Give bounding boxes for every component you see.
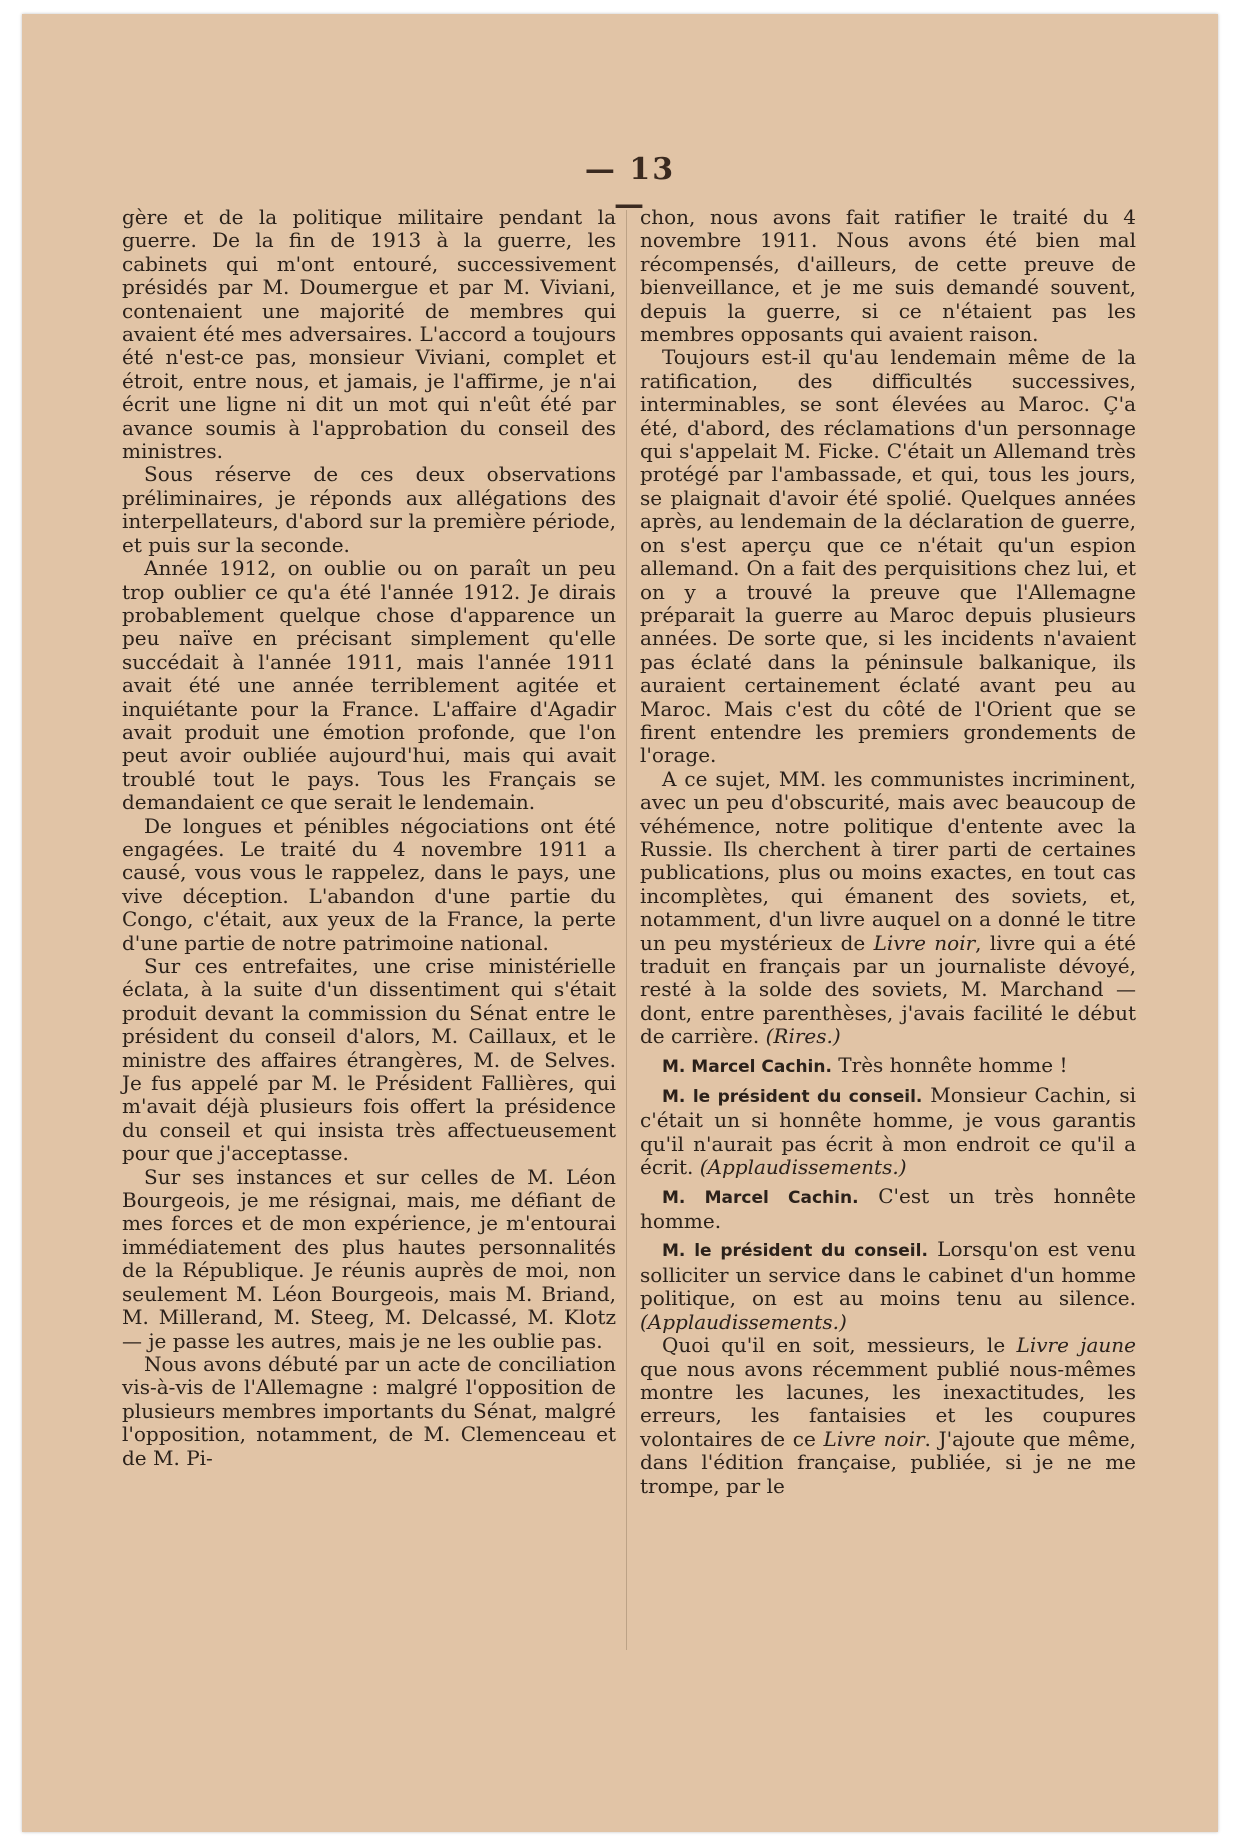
speech-text: C'est un très honnête homme.	[640, 1183, 1137, 1234]
paragraph: Sous réserve de ces deux observations préliminaires, je réponds aux allégations des interpellateurs, d'abord sur la première période, et puis sur la seconde.	[122, 462, 616, 557]
speech	[640, 1084, 1136, 1180]
paragraph-text: que nous avons récemment publié nous-mêmes montre les lacunes, les inexactitudes, les erreurs, les fantaisies et les coupures volontaires de ce	[640, 1356, 1136, 1451]
speaker-name: M. le président du conseil.	[662, 1087, 923, 1108]
paragraph-text: , livre qui a été traduit en français par un journaliste dévoyé, resté à la solde des soviets, M. Marchand — dont, entre parenthèses, j'avais facilité le début de carrière.	[640, 930, 1137, 1049]
paragraph: Sur ses instances et sur celles de M. Léon Bourgeois, je me résignai, mais, me défiant de mes forces et de mon expérience, je m'entourai immédiatement des plus hautes personnalités de la République. Je réunis auprès de moi, non seulement M. Léon Bourgeois, mais M. Briand, M. Millerand, M. Steeg, M. Delcassé, M. Klotz — je passe les autres, mais je ne les oublie pas.	[122, 1164, 616, 1353]
column-divider	[626, 210, 627, 1650]
paragraph: chon, nous avons fait ratifier le traité du 4 novembre 1911. Nous avons été bien mal récompensés, d'ailleurs, de cette preuve de bienveillance, et je me suis demandé souvent, depuis la guerre, si ce n'étaient pas les membres opposants qui avaient raison.	[640, 205, 1136, 347]
paragraph: gère et de la politique militaire pendant la guerre. De la fin de 1913 à la guerre, les cabinets qui m'ont entouré, successivement présidés par M. Doumergue et par M. Viviani, contenaient une majorité de membres qui avaient été mes adversaires. L'accord a toujours été n'est-ce pas, monsieur Viviani, complet et étroit, entre nous, et jamais, je l'affirme, je n'ai écrit une ligne ni dit un mot qui n'eût été par avance soumis à l'approbation du conseil des ministres.	[122, 205, 616, 464]
paragraph	[640, 1334, 1136, 1498]
paragraph: Toujours est-il qu'au lendemain même de la ratification, des difficultés successives, interminables, se sont élevées au Maroc. Ç'a été, d'abord, des réclamations d'un personnage qui s'appelait M. Ficke. C'était un Allemand très protégé par l'ambassade, et qui, tous les jours, se plaignait d'avoir été spolié. Quelques années après, au lendemain de la déclaration de guerre, on s'est aperçu que ce n'était qu'un espion allemand. On a fait des perquisitions chez lui, et on y a trouvé la preuve que l'Allemagne préparait la guerre au Maroc depuis plusieurs années. De sorte que, si les incidents n'avaient pas éclaté dans la péninsule balkanique, ils auraient certainement éclaté avant peu au Maroc. Mais c'est du côté de l'Orient que se firent entendre les premiers grondements de l'orage.	[640, 345, 1136, 768]
book-title: Livre noir	[823, 1426, 925, 1451]
speech	[640, 1238, 1136, 1334]
paragraph-text: A ce sujet, MM. les communistes incriminent, avec un peu d'obscurité, mais avec beaucoup de véhémence, notre politique d'entente avec la Russie. Ils cherchent à tirer parti de certaines publications, plus ou moins exactes, en tout cas incomplètes, qui émanent des soviets, et, notamment, d'un livre auquel on a donné le titre un peu mystérieux de	[640, 766, 1136, 955]
speaker-name: M. Marcel Cachin.	[662, 1187, 859, 1208]
right-column	[640, 206, 1136, 1498]
paragraph: De longues et pénibles négociations ont été engagées. Le traité du 4 novembre 1911 a causé, vous vous le rappelez, dans le pays, une vive déception. L'abandon d'une partie du Congo, c'était, aux yeux de la France, la perte d'une partie de notre patrimoine national.	[122, 813, 616, 955]
speech	[640, 1185, 1136, 1234]
speech	[640, 1054, 1136, 1079]
paragraph-text: Quoi qu'il en soit, messieurs, le	[662, 1333, 1017, 1358]
paragraph: Année 1912, on oublie ou on paraît un peu trop oublier ce qu'a été l'année 1912. Je dirais probablement quelque chose d'apparence un peu naïve en précisant simplement qu'elle succédait à l'année 1911, mais l'année 1911 avait été une année terriblement agitée et inquiétante pour la France. L'affaire d'Agadir avait produit une émotion profonde, que l'on peut avoir oubliée aujourd'hui, mais qui avait troublé tout le pays. Tous les Français se demandaient ce que serait le lendemain.	[122, 556, 616, 815]
stage-direction: (Applaudissements.)	[640, 1309, 847, 1334]
paragraph-text: . J'ajoute que même, dans l'édition française, publiée, si je ne me trompe, par le	[640, 1426, 1136, 1498]
speech-text: Lorsqu'on est venu solliciter un service dans le cabinet d'un homme politique, on est au moins tenu au silence.	[640, 1237, 1136, 1311]
page-number: — 13 —	[584, 152, 676, 222]
stage-direction: (Rires.)	[765, 1024, 841, 1049]
paragraph	[640, 768, 1136, 1049]
stage-direction: (Applaudissements.)	[699, 1155, 907, 1180]
speech-text: Très honnête homme !	[831, 1052, 1068, 1077]
book-title: Livre jaune	[1016, 1333, 1136, 1358]
speaker-name: M. le président du conseil.	[662, 1241, 928, 1262]
book-title: Livre noir	[873, 930, 976, 955]
paragraph: Nous avons débuté par un acte de conciliation vis-à-vis de l'Allemagne : malgré l'opposition de plusieurs membres importants du Sénat, malgré l'opposition, notamment, de M. Clemenceau et de M. Pi-	[122, 1351, 616, 1470]
left-column	[122, 206, 616, 1470]
speaker-name: M. Marcel Cachin.	[662, 1056, 832, 1077]
paragraph: Sur ces entrefaites, une crise ministérielle éclata, à la suite d'un dissentiment qui s'était produit devant la commission du Sénat entre le président du conseil d'alors, M. Caillaux, et le ministre des affaires étrangères, M. de Selves. Je fus appelé par M. le Président Fallières, qui m'avait déjà plusieurs fois offert la présidence du conseil et qui insista très affectueusement pour que j'acceptasse.	[122, 954, 616, 1166]
speech-text: Monsieur Cachin, si c'était un si honnête homme, je vous garantis qu'il n'aurait pas écrit à mon endroit ce qu'il a écrit.	[640, 1083, 1136, 1180]
